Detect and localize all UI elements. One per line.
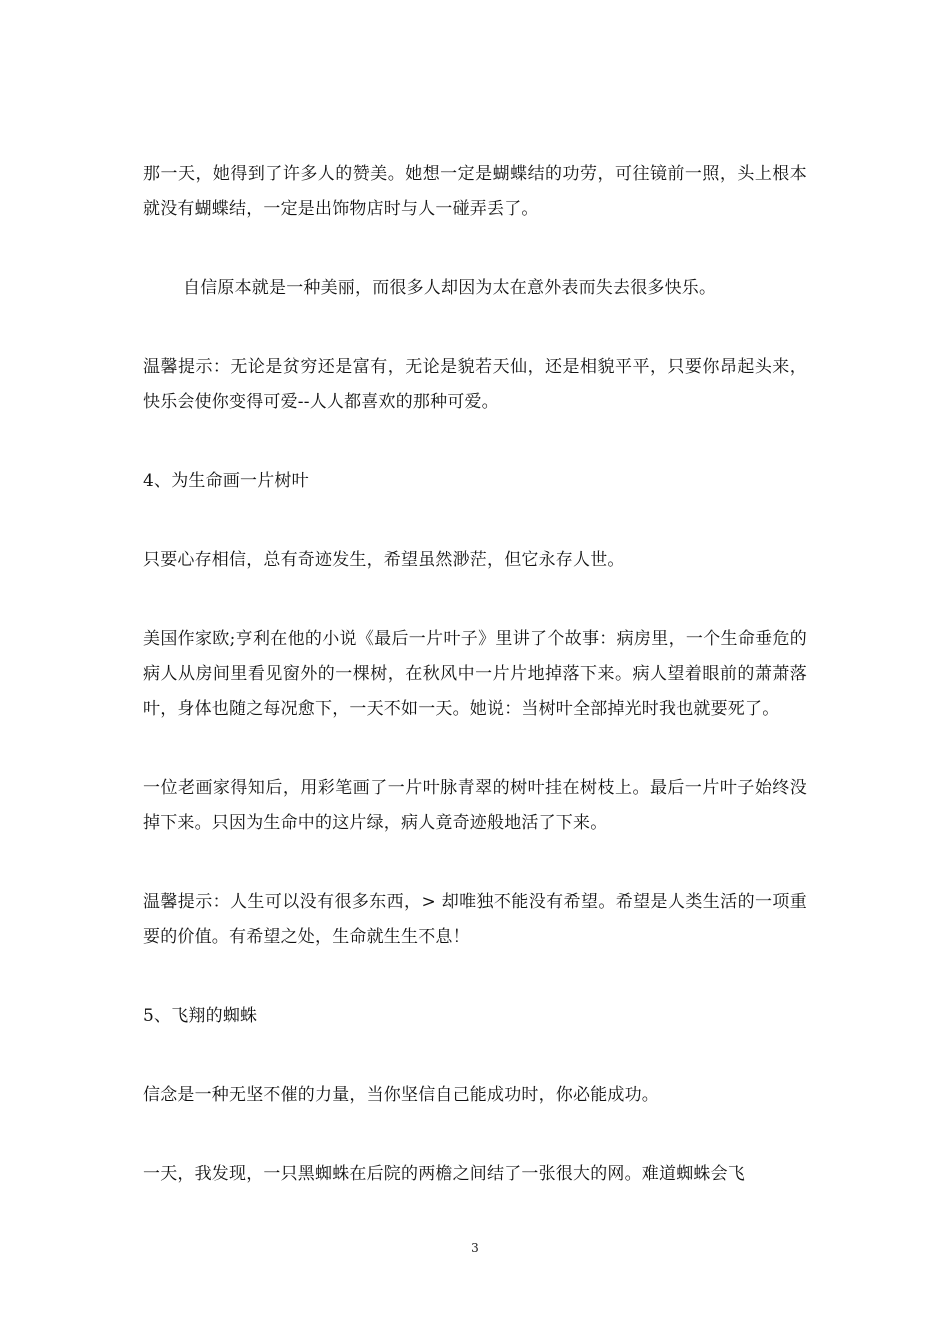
section-heading: 5、飞翔的蜘蛛 <box>143 1006 258 1026</box>
tip-paragraph: 温馨提示：无论是贫穷还是富有，无论是貌若天仙，还是相貌平平，只要你昂起头来，快乐会使你变得可爱--人人都喜欢的那种可爱。 <box>143 357 807 412</box>
paragraph: 那一天，她得到了许多人的赞美。她想一定是蝴蝶结的功劳，可往镜前一照，头上根本就没有蝴蝶结，一定是出饰物店时与人一碰弄丢了。 <box>143 164 807 219</box>
paragraph: 一位老画家得知后，用彩笔画了一片叶脉青翠的树叶挂在树枝上。最后一片叶子始终没掉下来。只因为生命中的这片绿，病人竟奇迹般地活了下来。 <box>143 778 807 833</box>
paragraph: 一天，我发现，一只黑蜘蛛在后院的两檐之间结了一张很大的网。难道蜘蛛会飞 <box>143 1164 745 1184</box>
paragraph: 自信原本就是一种美丽，而很多人却因为太在意外表而失去很多快乐。 <box>183 278 717 298</box>
paragraph: 信念是一种无坚不催的力量，当你坚信自己能成功时，你必能成功。 <box>143 1085 659 1105</box>
paragraph: 只要心存相信，总有奇迹发生，希望虽然渺茫，但它永存人世。 <box>143 550 625 570</box>
paragraph: 美国作家欧;亨利在他的小说《最后一片叶子》里讲了个故事：病房里，一个生命垂危的病人从房间里看见窗外的一棵树，在秋风中一片片地掉落下来。病人望着眼前的萧萧落叶，身体也随之每况愈下，一天不如一天。她说：当树叶全部掉光时我也就要死了。 <box>143 629 807 719</box>
section-heading: 4、为生命画一片树叶 <box>143 471 309 491</box>
tip-paragraph: 温馨提示：人生可以没有很多东西，> 却唯独不能没有希望。希望是人类生活的一项重要的价值。有希望之处，生命就生生不息！ <box>143 892 807 947</box>
page-number: 3 <box>471 1241 479 1255</box>
body-text <box>143 157 807 1192</box>
